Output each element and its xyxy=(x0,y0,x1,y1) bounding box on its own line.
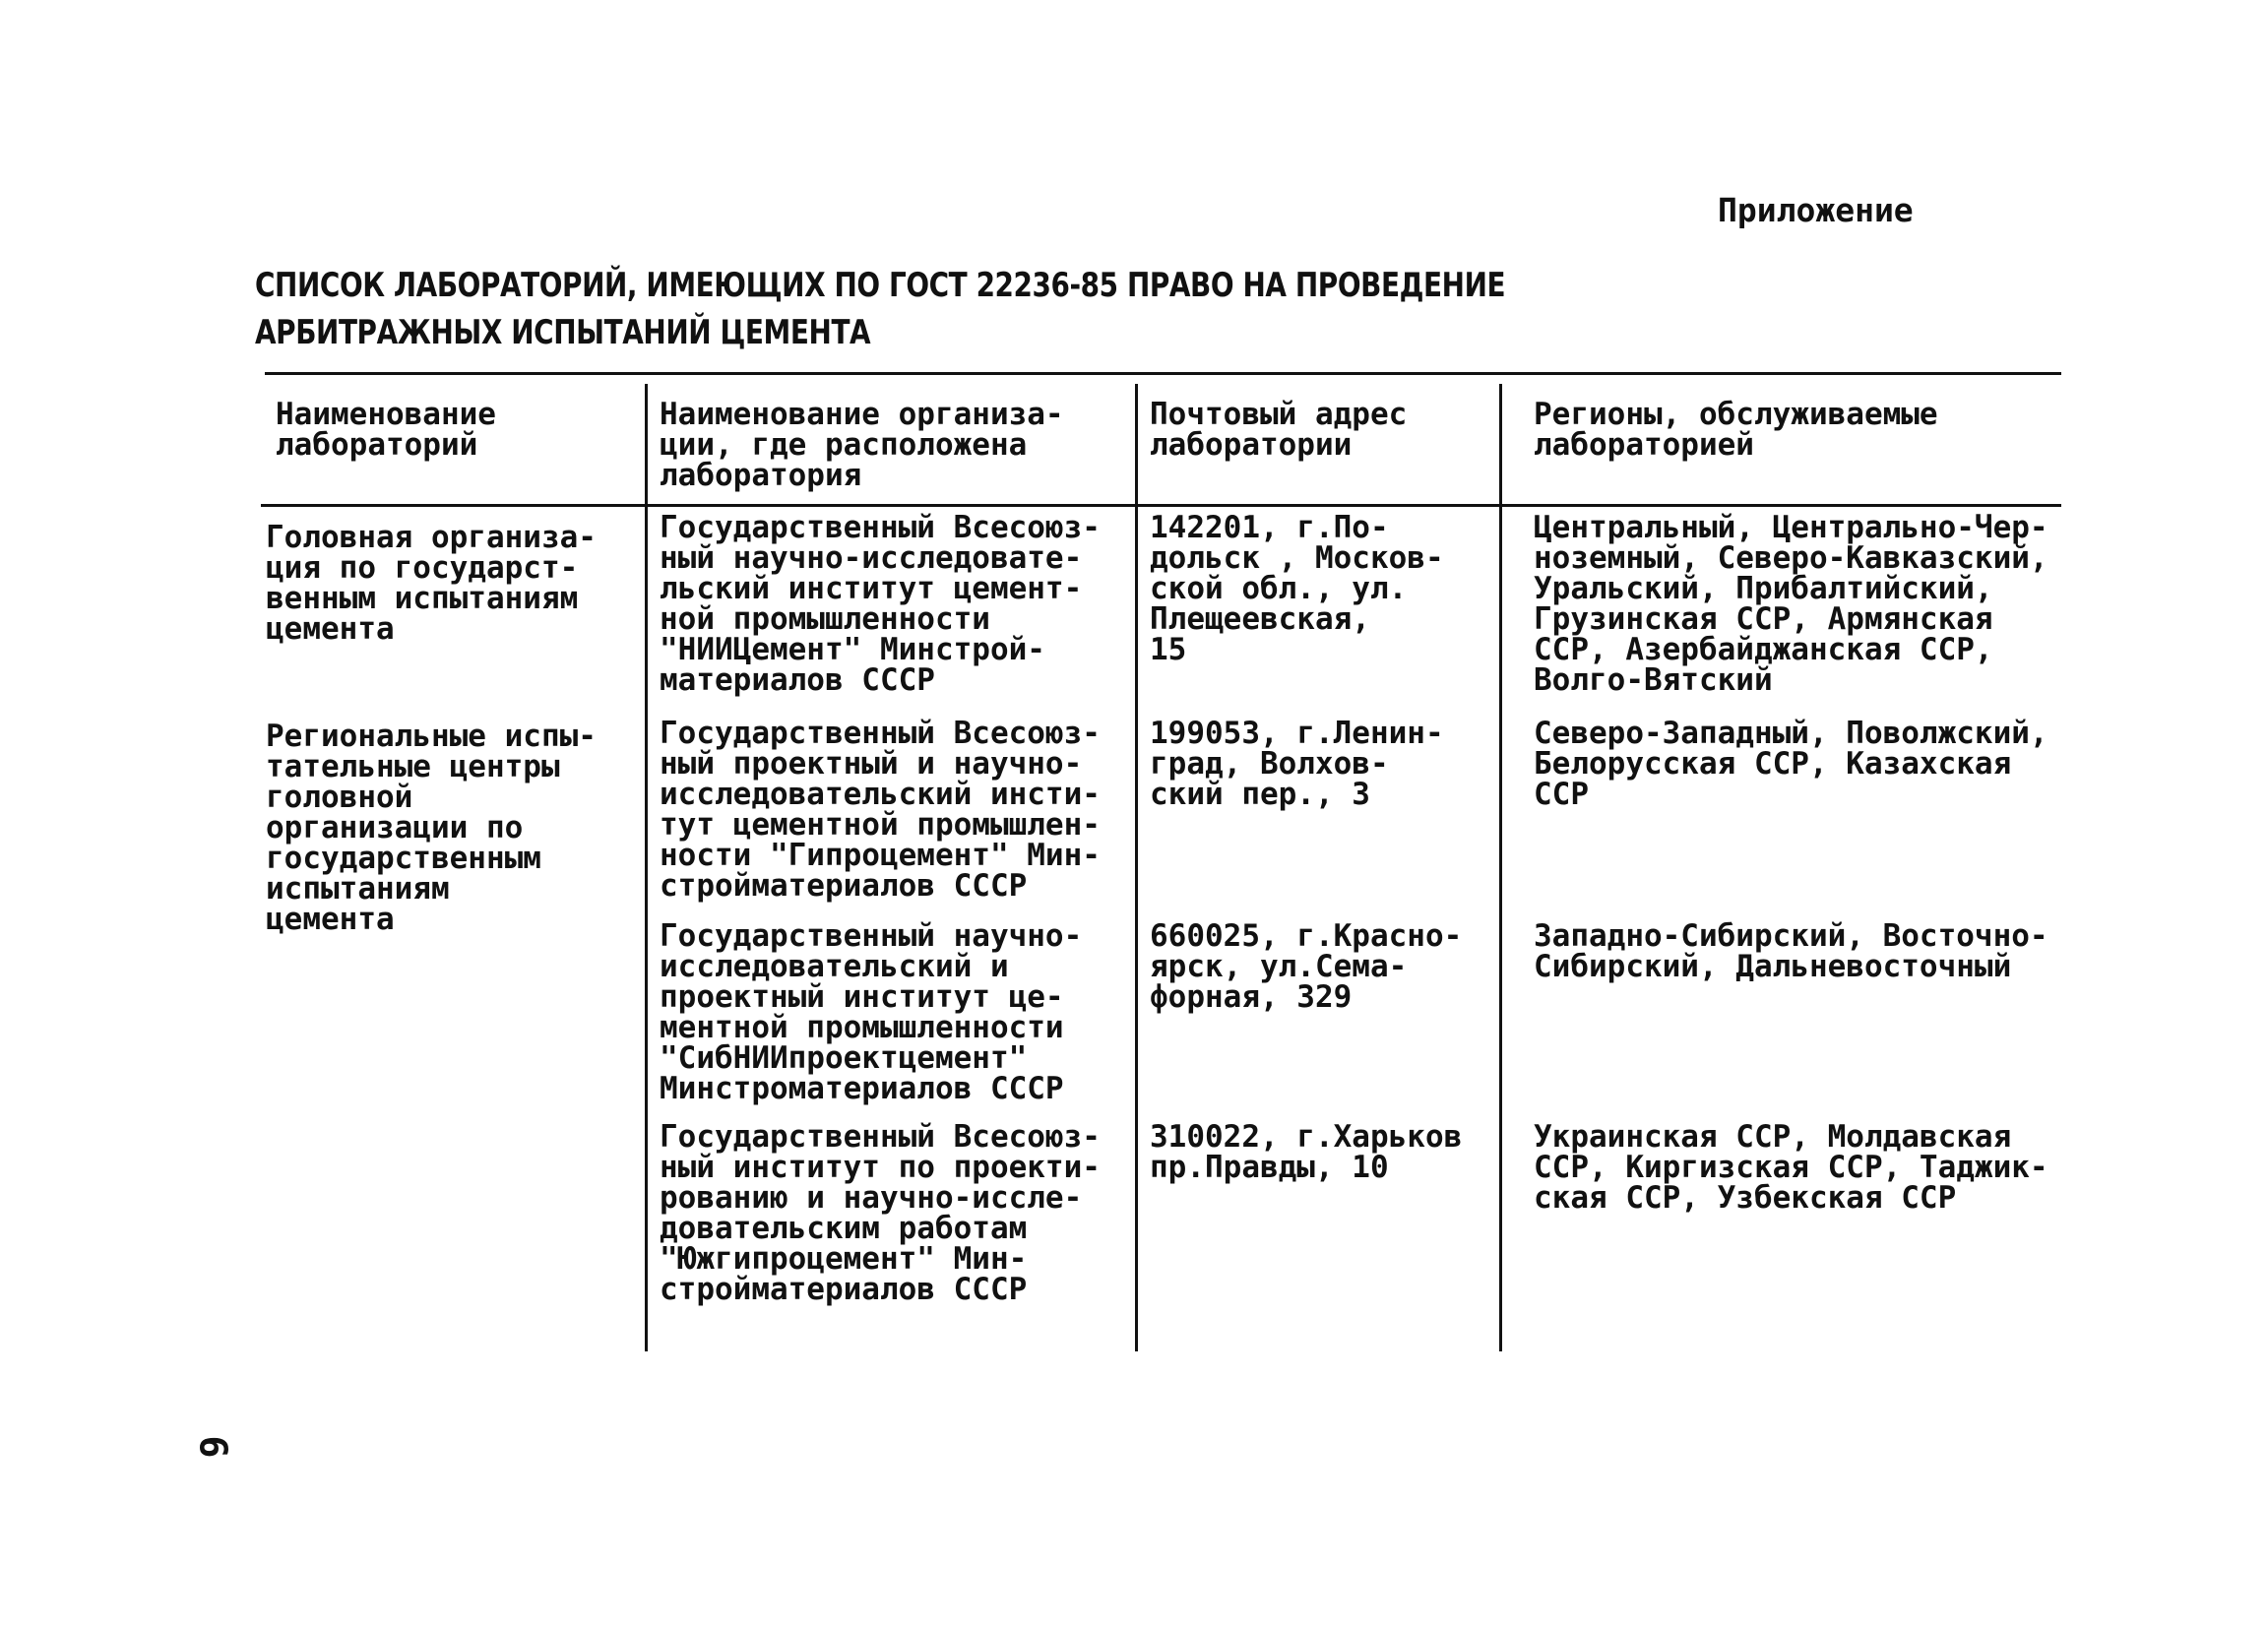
row-4-regions: Украинская ССР, Молдавская ССР, Киргизская ССР, Таджик- ская ССР, Узбекская ССР xyxy=(1534,1119,2048,1216)
header-regions: Регионы, обслуживаемые лабораторией xyxy=(1534,397,1938,463)
header-laboratory-name: Наименование лабораторий xyxy=(276,397,496,463)
group-name-regional-centers: Региональные испы- тательные центры головной организации по государственным испытаниям цемента xyxy=(266,719,597,937)
document-title-line-2: АРБИТРАЖНЫХ ИСПЫТАНИЙ ЦЕМЕНТА xyxy=(255,313,871,352)
column-divider-1 xyxy=(645,384,648,1351)
row-3-address: 660025, г.Красно- ярск, ул.Сема- форная, 329 xyxy=(1150,918,1463,1015)
row-3-regions: Западно-Сибирский, Восточно- Сибирский, Дальневосточный xyxy=(1534,918,2048,984)
header-organization: Наименование организа- ции, где расположена лаборатория xyxy=(660,397,1064,493)
row-2-address: 199053, г.Ленин- град, Волхов- ский пер., 3 xyxy=(1150,716,1444,812)
row-2-organization: Государственный Всесоюз- ный проектный и научно- исследовательский инсти- тут цементной промышлен- ности "Гипроцемент" Мин- стройматериалов СССР xyxy=(660,716,1101,904)
row-1-regions: Центральный, Центрально-Чер- ноземный, Северо-Кавказский, Уральский, Прибалтийский, Грузинская ССР, Армянская ССР, Азербайджанская ССР, Волго-Вятский xyxy=(1534,510,2048,698)
appendix-label: Приложение xyxy=(1718,191,1914,229)
row-2-regions: Северо-Западный, Поволжский, Белорусская ССР, Казахская ССР xyxy=(1534,716,2048,812)
page-number: 6 xyxy=(191,1435,235,1459)
table-header-rule xyxy=(261,504,2061,507)
row-4-organization: Государственный Всесоюз- ный институт по проекти- рованию и научно-иссле- довательским работам "Южгипроцемент" Мин- стройматериалов СССР xyxy=(660,1119,1101,1307)
row-1-address: 142201, г.По- дольск , Москов- ской обл., ул. Плещеевская, 15 xyxy=(1150,510,1444,667)
row-4-address: 310022, г.Харьков пр.Правды, 10 xyxy=(1150,1119,1463,1185)
document-title-line-1: СПИСОК ЛАБОРАТОРИЙ, ИМЕЮЩИХ ПО ГОСТ 22236-85 ПРАВО НА ПРОВЕДЕНИЕ xyxy=(255,266,1506,305)
column-divider-2 xyxy=(1135,384,1138,1351)
row-1-organization: Государственный Всесоюз- ный научно-исследовате- льский институт цемент- ной промышленности "НИИЦемент" Минстрой- материалов СССР xyxy=(660,510,1101,698)
column-divider-3 xyxy=(1499,384,1502,1351)
laboratories-table xyxy=(261,372,2061,1351)
row-3-organization: Государственный научно- исследовательский и проектный институт це- ментной промышленности "СибНИИпроектцемент" Минстроматериалов СССР xyxy=(660,918,1083,1106)
table-top-rule xyxy=(265,372,2061,375)
group-name-head-organization: Головная организа- ция по государст- венным испытаниям цемента xyxy=(266,520,597,647)
header-postal-address: Почтовый адрес лаборатории xyxy=(1150,397,1408,463)
